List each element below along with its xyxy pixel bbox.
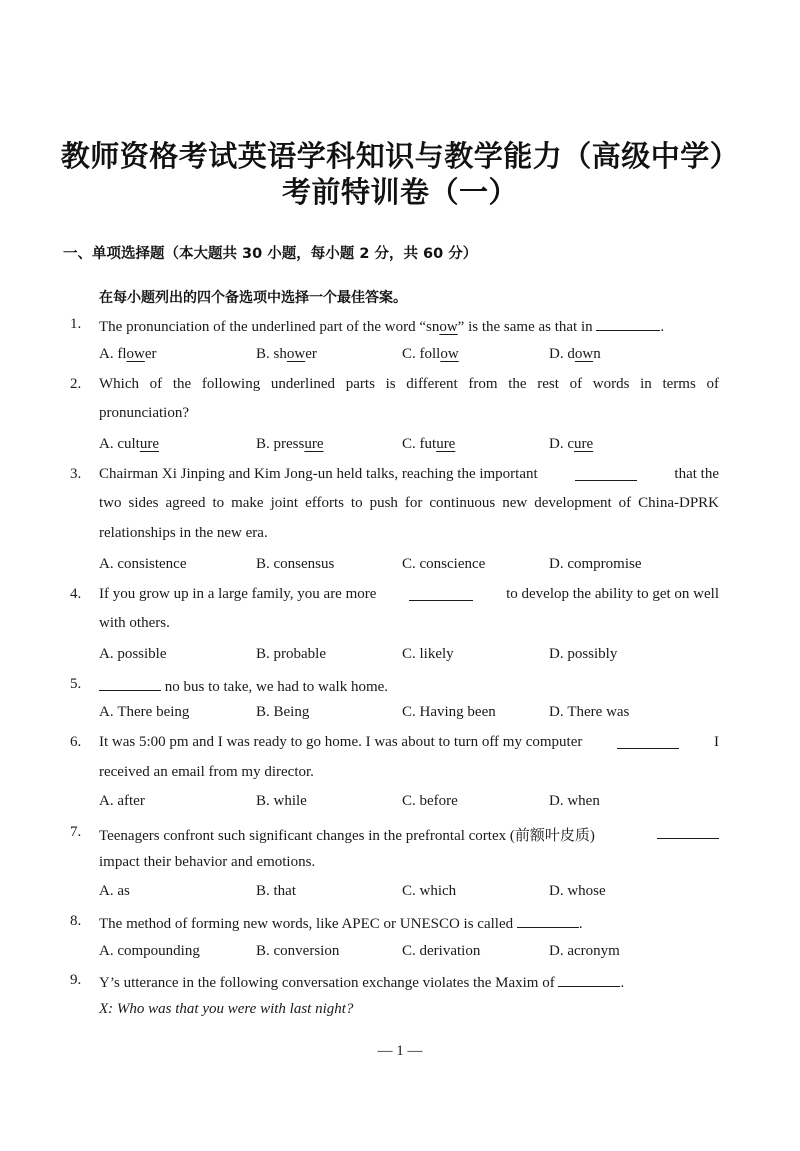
option-text: c xyxy=(567,436,575,452)
option-text: Being xyxy=(273,704,310,720)
question-text-part: no bus to take, we had to walk home. xyxy=(161,679,389,695)
question-text-part: that the xyxy=(674,466,719,482)
question-text xyxy=(99,824,719,845)
answer-blank xyxy=(517,913,579,928)
option-a xyxy=(99,556,186,573)
option-label: D. xyxy=(549,436,564,452)
question-number: 8. xyxy=(70,913,82,929)
question-text: two sides agreed to make joint efforts to push for continuous new development of China-DPRK xyxy=(99,495,719,511)
underlined-part: ure xyxy=(139,436,159,452)
answer-blank xyxy=(657,824,719,839)
option-c xyxy=(402,793,458,810)
option-label: B. xyxy=(256,346,270,362)
option-label: B. xyxy=(256,556,270,572)
option-text: likely xyxy=(419,646,454,662)
option-label: C. xyxy=(402,556,416,572)
option-label: B. xyxy=(256,943,270,959)
question-number: 1. xyxy=(70,316,82,332)
instruction-text: 在每小题列出的四个备选项中选择一个最佳答案。 xyxy=(99,290,407,306)
option-text: after xyxy=(117,793,145,809)
option-b xyxy=(256,704,309,721)
option-text: er xyxy=(305,346,317,362)
option-label: B. xyxy=(256,793,270,809)
question-text-part: The method of forming new words, like APEC or UNESCO is called xyxy=(99,916,517,932)
option-a xyxy=(99,346,157,363)
option-d xyxy=(549,883,606,900)
question-number: 9. xyxy=(70,972,82,988)
option-label: A. xyxy=(99,436,114,452)
underlined-part: ow xyxy=(440,346,459,362)
option-c xyxy=(402,346,459,363)
question-text: received an email from my director. xyxy=(99,764,314,780)
option-label: D. xyxy=(549,943,564,959)
option-text: which xyxy=(419,883,457,899)
question-text-part: I xyxy=(714,734,719,750)
answer-blank xyxy=(596,316,660,331)
underlined-part: ure xyxy=(436,436,456,452)
option-text: fl xyxy=(117,346,127,362)
option-label: A. xyxy=(99,646,114,662)
question-number: 5. xyxy=(70,676,82,692)
option-text: as xyxy=(117,883,130,899)
option-d xyxy=(549,793,600,810)
option-text: foll xyxy=(419,346,441,362)
option-text: press xyxy=(273,436,305,452)
question-number: 2. xyxy=(70,376,82,392)
target-word: sn xyxy=(425,319,440,335)
option-a xyxy=(99,883,130,900)
question-text-part: Y’s utterance in the following conversation exchange violates the Maxim of xyxy=(99,975,559,991)
exam-subtitle: 考前特训卷（一） xyxy=(281,175,518,209)
question-text xyxy=(99,972,719,992)
option-a xyxy=(99,646,167,663)
option-label: C. xyxy=(402,646,416,662)
question-text xyxy=(99,734,719,751)
question-text-part: It was 5:00 pm and I was ready to go home. I was about to turn off my computer xyxy=(99,734,583,750)
option-d xyxy=(549,436,593,453)
option-a xyxy=(99,704,189,721)
option-text: Having been xyxy=(419,704,496,720)
option-label: A. xyxy=(99,556,114,572)
option-b xyxy=(256,556,334,573)
question-text-part: ” is the same as that in xyxy=(457,319,597,335)
option-d xyxy=(549,556,642,573)
question-number: 4. xyxy=(70,586,82,602)
option-d xyxy=(549,346,601,363)
underlined-part: ure xyxy=(574,436,594,452)
option-label: C. xyxy=(402,793,416,809)
option-label: B. xyxy=(256,436,270,452)
question-text-part: If you grow up in a large family, you are more xyxy=(99,586,377,602)
option-label: A. xyxy=(99,883,114,899)
question-text: pronunciation? xyxy=(99,405,189,421)
option-d xyxy=(549,646,617,663)
option-label: A. xyxy=(99,943,114,959)
option-label: A. xyxy=(99,346,114,362)
answer-blank xyxy=(617,734,679,749)
option-text: acronym xyxy=(567,943,620,959)
option-label: D. xyxy=(549,346,564,362)
question-text xyxy=(99,316,719,336)
option-text: sh xyxy=(273,346,287,362)
option-text: possible xyxy=(117,646,167,662)
option-text: consistence xyxy=(117,556,187,572)
question-text-part: The pronunciation of the underlined part of the word “ xyxy=(99,319,426,335)
question-text-part: . xyxy=(660,319,665,335)
option-label: D. xyxy=(549,646,564,662)
option-label: D. xyxy=(549,556,564,572)
question-text xyxy=(99,586,719,603)
option-text: There being xyxy=(117,704,190,720)
option-label: D. xyxy=(549,704,564,720)
option-label: B. xyxy=(256,883,270,899)
underlined-part: ure xyxy=(304,436,324,452)
option-d xyxy=(549,704,629,721)
question-text-part: . xyxy=(620,975,625,991)
option-label: C. xyxy=(402,704,416,720)
option-label: D. xyxy=(549,793,564,809)
option-b xyxy=(256,346,317,363)
option-b xyxy=(256,793,307,810)
question-text xyxy=(99,913,719,933)
option-label: D. xyxy=(549,883,564,899)
option-label: C. xyxy=(402,436,416,452)
question-text: with others. xyxy=(99,615,170,631)
option-label: C. xyxy=(402,346,416,362)
answer-blank xyxy=(575,466,637,481)
option-b xyxy=(256,436,324,453)
option-text: er xyxy=(144,346,157,362)
option-b xyxy=(256,646,326,663)
option-a xyxy=(99,436,159,453)
option-label: A. xyxy=(99,793,114,809)
question-text-part: Teenagers confront such significant changes in the prefrontal cortex (前额叶皮质) xyxy=(99,828,595,844)
answer-blank xyxy=(99,676,161,691)
option-c xyxy=(402,883,456,900)
option-text: probable xyxy=(273,646,326,662)
question-number: 3. xyxy=(70,466,82,482)
option-text: that xyxy=(273,883,297,899)
option-b xyxy=(256,943,339,960)
option-text: d xyxy=(567,346,575,362)
option-text: conversion xyxy=(273,943,340,959)
section-heading: 一、单项选择题（本大题共 30 小题，每小题 2 分，共 60 分） xyxy=(63,246,478,262)
dialogue-line: X: Who was that you were with last night? xyxy=(99,1001,354,1017)
question-text xyxy=(99,466,719,483)
underlined-part: ow xyxy=(286,346,306,362)
option-c xyxy=(402,436,455,453)
answer-blank xyxy=(409,586,473,601)
underlined-part: ow xyxy=(126,346,145,362)
option-c xyxy=(402,704,496,721)
option-label: C. xyxy=(402,883,416,899)
option-a xyxy=(99,793,145,810)
option-text: fut xyxy=(419,436,437,452)
question-text-part: . xyxy=(578,916,583,932)
option-label: B. xyxy=(256,704,270,720)
option-text: possibly xyxy=(567,646,618,662)
option-c xyxy=(402,943,480,960)
option-text: conscience xyxy=(419,556,486,572)
question-text: impact their behavior and emotions. xyxy=(99,854,316,870)
option-text: consensus xyxy=(273,556,335,572)
option-text: n xyxy=(593,346,601,362)
option-text: while xyxy=(273,793,307,809)
option-text: whose xyxy=(567,883,606,899)
question-text: Which of the following underlined parts is different from the rest of words in terms of xyxy=(99,376,719,392)
option-text: cult xyxy=(117,436,140,452)
option-text: compromise xyxy=(567,556,642,572)
answer-blank xyxy=(558,972,620,987)
question-text: relationships in the new era. xyxy=(99,525,268,541)
option-b xyxy=(256,883,296,900)
option-label: A. xyxy=(99,704,114,720)
option-c xyxy=(402,646,454,663)
question-number: 6. xyxy=(70,734,82,750)
option-text: There was xyxy=(567,704,630,720)
question-number: 7. xyxy=(70,824,82,840)
option-c xyxy=(402,556,485,573)
option-text: compounding xyxy=(117,943,200,959)
underlined-part: ow xyxy=(439,319,458,335)
underlined-part: ow xyxy=(574,346,594,362)
question-text xyxy=(99,676,719,696)
option-label: C. xyxy=(402,943,416,959)
question-text-part: Chairman Xi Jinping and Kim Jong-un held talks, reaching the important xyxy=(99,466,538,482)
option-text: before xyxy=(419,793,458,809)
option-a xyxy=(99,943,200,960)
exam-title: 教师资格考试英语学科知识与教学能力（高级中学） xyxy=(60,139,740,173)
page-number: — 1 — xyxy=(377,1043,423,1059)
option-text: derivation xyxy=(419,943,481,959)
option-label: B. xyxy=(256,646,270,662)
option-d xyxy=(549,943,620,960)
option-text: when xyxy=(567,793,600,809)
question-text-part: to develop the ability to get on well xyxy=(506,586,719,602)
